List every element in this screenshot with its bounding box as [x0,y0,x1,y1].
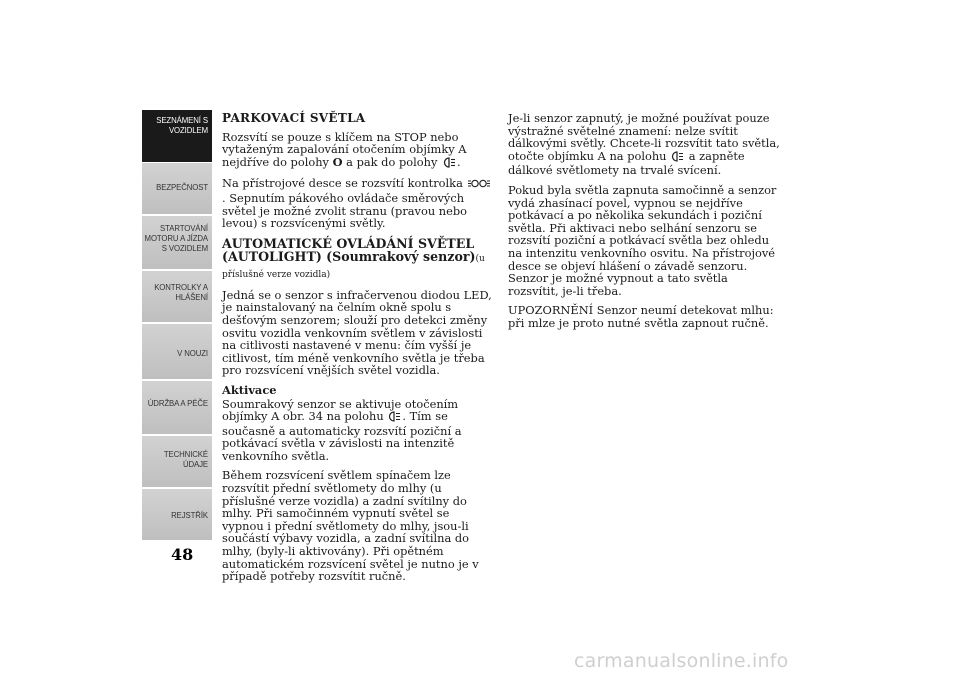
paragraph: Pokud byla světla zapnuta samočinně a senzor vydá zhasínací povel, vypnou se nejdříve potkávací a po několika sekundách i poziční světla. Při aktivaci nebo selhání senzoru se rozsvítí poziční a potkávací světla bez ohledu na intenzitu venkovního osvitu. Na přístrojové desce se objeví hlášení o závadě senzoru. Senzor je možné vypnout a tato světla rozsvítit, je-li třeba. [508,182,777,298]
heading-autolight [222,237,494,282]
paragraph [222,398,494,463]
text: . Sepnutím pákového ovládače směrových světel je možné zvolit stranu (pravou nebo levou) s rozsvícenými světly. [222,190,468,231]
heading-parking-lights: PARKOVACÍ SVĚTLA [222,111,366,125]
parking-light-icon [671,151,684,165]
tab-technicke-udaje[interactable] [142,436,212,488]
side-lights-indicator-icon [468,178,490,192]
paragraph: Jedná se o senzor s infračervenou diodou LED, je nainstalovaný na čelním okně spolu s dešťovým senzorem; slouží pro detekci změny osvitu vozidla venkovním světlem v závislosti na citlivosti nastavené v menu: čím vyšší je citlivost, tím méně venkovního světla je třeba pro rozsvícení vnějších světel vozidla. [222,287,492,378]
tab-seznameni-s-vozidlem[interactable] [142,110,212,162]
tab-v-nouzi[interactable] [142,324,212,380]
text: . [457,154,461,169]
warning-paragraph: UPOZORNĚNÍ Senzor neumí detekovat mlhu: při mlze je proto nutné světla zapnout ručně. [508,303,774,330]
tab-label: STARTOVÁNÍ MOTORU A JÍZDA S VOZIDLEM [144,224,208,253]
watermark: carmanualsonline.info [574,650,789,672]
paragraph [222,131,494,171]
tab-label: V NOUZI [177,349,208,358]
tab-bezpecnost[interactable] [142,163,212,215]
text-column-left [222,112,494,590]
text: Soumrakový senzor se aktivuje otočením objímky A obr. 34 na polohu [222,396,459,424]
tab-label: TECHNICKÉ ÚDAJE [163,450,208,469]
position-o-label: O [332,154,343,169]
text: a pak do polohy [342,154,441,169]
tab-udrzba-a-pece[interactable] [142,381,212,435]
parking-light-icon [442,157,456,171]
tab-label: SEZNÁMENÍ S VOZIDLEM [156,116,208,135]
paragraph [222,177,494,229]
tab-kontrolky-a-hlaseni[interactable] [142,271,212,323]
subheading-activation: Aktivace [222,382,277,397]
paragraph [508,112,780,177]
auto-light-icon [388,411,401,425]
text: Je-li senzor zapnutý, je možné používat pouze výstražné světelné znamení: nelze svítit dálkovými světly. Chcete-li rozsvítit tato světla, otočte objímku A na polohu [508,111,780,163]
text: . Tím se současně a automaticky rozsvítí poziční a potkávací světla v závislosti na intenzitě venkovního světla. [222,409,462,463]
heading-note: (u příslušné verze vozidla) [222,253,485,280]
text: Rozsvítí se pouze s klíčem na STOP nebo vytaženým zapalování otočením objímky A nejdříve do polohy [222,129,467,169]
tab-label: REJSTŘÍK [171,511,208,520]
page-number: 48 [171,545,194,564]
tab-label: KONTROLKY A HLÁŠENÍ [154,283,208,302]
tab-label: BEZPEČNOST [156,183,208,192]
heading-text: AUTOMATICKÉ OVLÁDÁNÍ SVĚTEL (AUTOLIGHT) (Soumrakový senzor) [222,235,476,264]
paragraph: Během rozsvícení světlem spínačem lze rozsvítit přední světlomety do mlhy (u příslušné verze vozidla) a zadní svítilny do mlhy. Při samočinném vypnutí světel se vypnou i přední světlomety do mlhy, jsou-li součástí výbavy vozidla, a zadní svítilna do mlhy, (byly-li aktivovány). Při opětném automatickém rozsvícení světel je nutno je v případě potřeby rozsvítit ručně. [222,468,479,584]
tab-startovani-motoru[interactable] [142,216,212,270]
text-column-right [508,112,780,337]
tab-rejstrik[interactable] [142,489,212,541]
text: a zapněte dálkové světlomety na trvalé svícení. [508,148,745,178]
tab-label: ÚDRŽBA A PÉČE [147,399,208,408]
text: Na přístrojové desce se rozsvítí kontrolka [222,176,467,191]
